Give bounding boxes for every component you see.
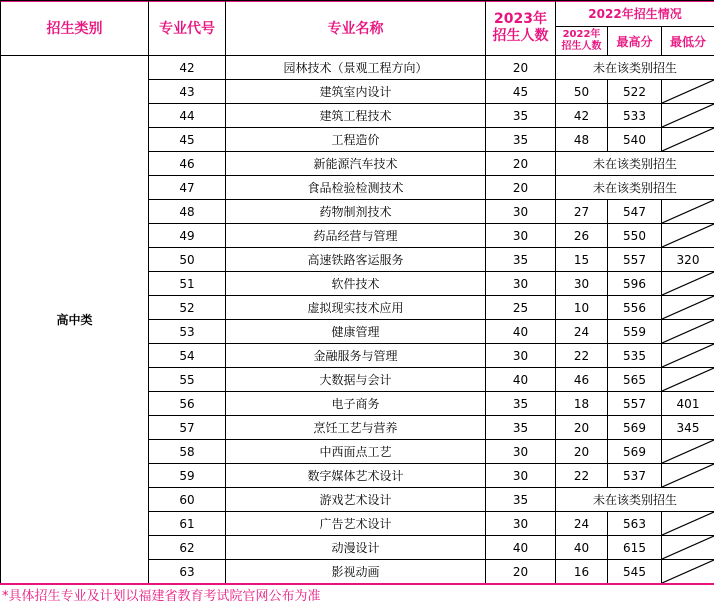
name-cell: 影视动画	[226, 560, 486, 584]
plan-cell: 20	[486, 176, 556, 200]
max-score-cell: 550	[608, 224, 662, 248]
plan-cell: 30	[486, 272, 556, 296]
header-min-2022: 最低分	[662, 27, 714, 56]
enroll-cell: 30	[556, 272, 608, 296]
enroll-cell: 50	[556, 80, 608, 104]
max-score-cell: 557	[608, 248, 662, 272]
category-cell: 高中类	[1, 56, 149, 584]
enroll-cell: 16	[556, 560, 608, 584]
plan-cell: 40	[486, 368, 556, 392]
name-cell: 药品经营与管理	[226, 224, 486, 248]
diagonal-slash	[662, 272, 714, 295]
code-cell: 63	[149, 560, 226, 584]
plan-cell: 35	[486, 248, 556, 272]
name-cell: 建筑工程技术	[226, 104, 486, 128]
name-cell: 烹饪工艺与营养	[226, 416, 486, 440]
name-cell: 虚拟现实技术应用	[226, 296, 486, 320]
enroll-cell: 40	[556, 536, 608, 560]
name-cell: 新能源汽车技术	[226, 152, 486, 176]
min-score-cell	[662, 560, 714, 584]
enroll-cell: 42	[556, 104, 608, 128]
max-score-cell: 522	[608, 80, 662, 104]
name-cell: 建筑室内设计	[226, 80, 486, 104]
name-cell: 食品检验检测技术	[226, 176, 486, 200]
enroll-cell: 22	[556, 344, 608, 368]
enroll-cell: 24	[556, 320, 608, 344]
header-code: 专业代号	[149, 1, 226, 56]
name-cell: 软件技术	[226, 272, 486, 296]
min-score-cell	[662, 104, 714, 128]
not-enrolled-note: 未在该类别招生	[556, 176, 714, 200]
header-enroll-2022	[556, 27, 608, 56]
name-cell: 金融服务与管理	[226, 344, 486, 368]
min-score-cell	[662, 80, 714, 104]
code-cell: 56	[149, 392, 226, 416]
diagonal-slash	[662, 80, 714, 103]
max-score-cell: 556	[608, 296, 662, 320]
name-cell: 健康管理	[226, 320, 486, 344]
plan-cell: 35	[486, 416, 556, 440]
code-cell: 45	[149, 128, 226, 152]
max-score-cell: 557	[608, 392, 662, 416]
name-cell: 广告艺术设计	[226, 512, 486, 536]
header-row-1	[1, 1, 714, 27]
min-score-cell: 320	[662, 248, 714, 272]
not-enrolled-note: 未在该类别招生	[556, 56, 714, 80]
diagonal-slash	[662, 200, 714, 223]
enroll-cell: 18	[556, 392, 608, 416]
max-score-cell: 537	[608, 464, 662, 488]
header-plan-2023-line2: 招生人数	[492, 28, 549, 44]
diagonal-slash	[662, 320, 714, 343]
name-cell: 药物制剂技术	[226, 200, 486, 224]
diagonal-slash	[662, 128, 714, 151]
diagonal-slash	[662, 560, 714, 583]
min-score-cell	[662, 344, 714, 368]
plan-cell: 30	[486, 440, 556, 464]
max-score-cell: 563	[608, 512, 662, 536]
code-cell: 49	[149, 224, 226, 248]
name-cell: 电子商务	[226, 392, 486, 416]
plan-cell: 30	[486, 200, 556, 224]
min-score-cell	[662, 440, 714, 464]
diagonal-slash	[662, 296, 714, 319]
diagonal-slash	[662, 224, 714, 247]
enroll-cell: 10	[556, 296, 608, 320]
min-score-cell	[662, 368, 714, 392]
enroll-cell: 27	[556, 200, 608, 224]
max-score-cell: 535	[608, 344, 662, 368]
max-score-cell: 545	[608, 560, 662, 584]
not-enrolled-note: 未在该类别招生	[556, 488, 714, 512]
max-score-cell: 565	[608, 368, 662, 392]
code-cell: 57	[149, 416, 226, 440]
diagonal-slash	[662, 368, 714, 391]
plan-cell: 35	[486, 104, 556, 128]
code-cell: 53	[149, 320, 226, 344]
code-cell: 58	[149, 440, 226, 464]
plan-cell: 20	[486, 152, 556, 176]
enroll-cell: 46	[556, 368, 608, 392]
min-score-cell: 345	[662, 416, 714, 440]
diagonal-slash	[662, 536, 714, 559]
name-cell: 高速铁路客运服务	[226, 248, 486, 272]
plan-cell: 30	[486, 464, 556, 488]
plan-cell: 45	[486, 80, 556, 104]
max-score-cell: 596	[608, 272, 662, 296]
name-cell: 游戏艺术设计	[226, 488, 486, 512]
plan-cell: 25	[486, 296, 556, 320]
min-score-cell	[662, 200, 714, 224]
table-row	[1, 56, 714, 80]
enroll-cell: 26	[556, 224, 608, 248]
min-score-cell	[662, 272, 714, 296]
code-cell: 54	[149, 344, 226, 368]
min-score-cell: 401	[662, 392, 714, 416]
code-cell: 43	[149, 80, 226, 104]
enroll-cell: 20	[556, 440, 608, 464]
header-name: 专业名称	[226, 1, 486, 56]
code-cell: 42	[149, 56, 226, 80]
plan-cell: 20	[486, 56, 556, 80]
diagonal-slash	[662, 344, 714, 367]
code-cell: 52	[149, 296, 226, 320]
name-cell: 大数据与会计	[226, 368, 486, 392]
code-cell: 51	[149, 272, 226, 296]
code-cell: 62	[149, 536, 226, 560]
header-category: 招生类别	[1, 1, 149, 56]
code-cell: 61	[149, 512, 226, 536]
plan-cell: 30	[486, 344, 556, 368]
code-cell: 60	[149, 488, 226, 512]
name-cell: 工程造价	[226, 128, 486, 152]
header-enroll-2022-line1: 2022年	[562, 29, 601, 40]
enroll-cell: 24	[556, 512, 608, 536]
code-cell: 55	[149, 368, 226, 392]
name-cell: 中西面点工艺	[226, 440, 486, 464]
max-score-cell: 569	[608, 440, 662, 464]
code-cell: 46	[149, 152, 226, 176]
enroll-cell: 15	[556, 248, 608, 272]
max-score-cell: 615	[608, 536, 662, 560]
min-score-cell	[662, 512, 714, 536]
min-score-cell	[662, 320, 714, 344]
footnote: *具体招生专业及计划以福建省教育考试院官网公布为准	[2, 589, 321, 604]
plan-cell: 30	[486, 224, 556, 248]
diagonal-slash	[662, 104, 714, 127]
header-max-2022: 最高分	[608, 27, 662, 56]
min-score-cell	[662, 128, 714, 152]
name-cell: 园林技术（景观工程方向）	[226, 56, 486, 80]
max-score-cell: 547	[608, 200, 662, 224]
code-cell: 44	[149, 104, 226, 128]
max-score-cell: 569	[608, 416, 662, 440]
code-cell: 50	[149, 248, 226, 272]
plan-cell: 40	[486, 536, 556, 560]
plan-cell: 35	[486, 392, 556, 416]
header-enroll-2022-line2: 招生人数	[561, 41, 602, 52]
min-score-cell	[662, 224, 714, 248]
not-enrolled-note: 未在该类别招生	[556, 152, 714, 176]
min-score-cell	[662, 464, 714, 488]
min-score-cell	[662, 536, 714, 560]
enroll-cell: 48	[556, 128, 608, 152]
header-plan-2023	[486, 1, 556, 56]
max-score-cell: 559	[608, 320, 662, 344]
plan-cell: 30	[486, 512, 556, 536]
min-score-cell	[662, 296, 714, 320]
code-cell: 48	[149, 200, 226, 224]
diagonal-slash	[662, 512, 714, 535]
plan-cell: 35	[486, 128, 556, 152]
diagonal-slash	[662, 464, 714, 487]
enroll-cell: 22	[556, 464, 608, 488]
name-cell: 数字媒体艺术设计	[226, 464, 486, 488]
max-score-cell: 540	[608, 128, 662, 152]
name-cell: 动漫设计	[226, 536, 486, 560]
plan-cell: 35	[486, 488, 556, 512]
plan-cell: 40	[486, 320, 556, 344]
max-score-cell: 533	[608, 104, 662, 128]
header-group-2022: 2022年招生情况	[556, 1, 714, 27]
diagonal-slash	[662, 440, 714, 463]
plan-cell: 20	[486, 560, 556, 584]
header-plan-2023-line1: 2023年	[494, 11, 547, 27]
code-cell: 59	[149, 464, 226, 488]
enroll-cell: 20	[556, 416, 608, 440]
code-cell: 47	[149, 176, 226, 200]
